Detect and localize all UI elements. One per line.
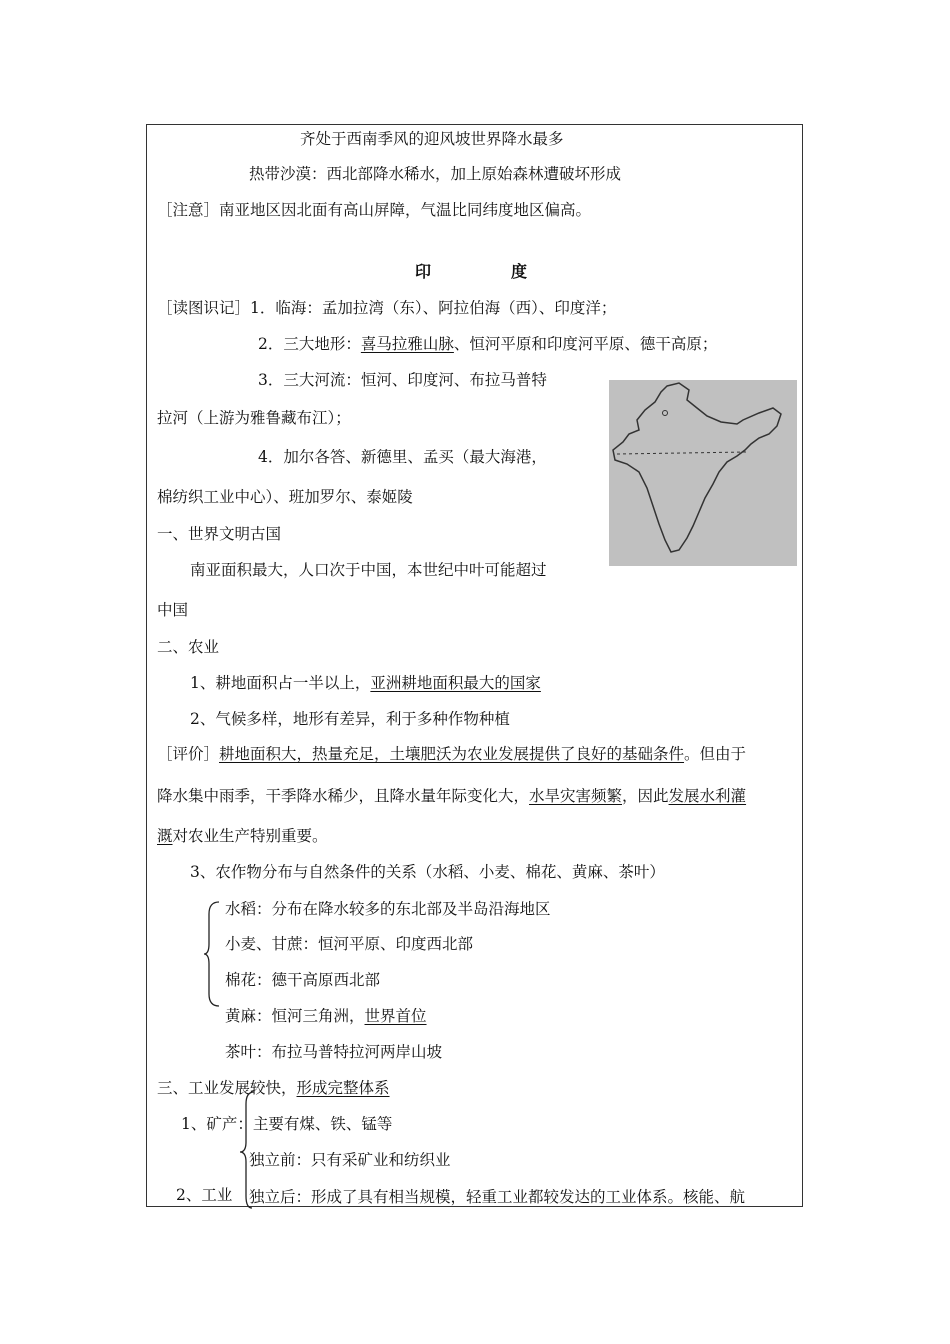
eval-underlined-1: 耕地面积大，热量充足，土壤肥沃为农业发展提供了良好的基础条件	[219, 745, 685, 763]
industry-after-independence: 独立后：形成了具有相当规模，轻重工业都较发达的工业体系。核能、航	[249, 1188, 746, 1206]
intro-line-1: 齐处于西南季风的迎风坡世界降水最多	[300, 130, 564, 148]
evaluation-line-1: ［评价］耕地面积大，热量充足，土壤肥沃为农业发展提供了良好的基础条件。但由于	[157, 745, 747, 763]
eval-underlined-3b: 溉	[157, 827, 173, 845]
industry-label: 2、工业	[176, 1186, 233, 1204]
evaluation-line-3: 溉对农业生产特别重要。	[157, 827, 328, 845]
map-reading-item-4b: 棉纺织工业中心）、班加罗尔、泰姬陵	[157, 488, 413, 506]
crops-brace	[203, 900, 221, 1008]
crop-jute: 黄麻：恒河三角洲，世界首位	[225, 1007, 427, 1025]
eval-underlined-2: 水旱灾害频繁	[529, 787, 623, 805]
crop-wheat: 小麦、甘蔗：恒河平原、印度西北部	[225, 935, 474, 953]
map-reading-item-4a: 4．加尔各答、新德里、孟买（最大海港，	[258, 448, 547, 466]
intro-note: ［注意］南亚地区因北面有高山屏障，气温比同纬度地区偏高。	[157, 201, 592, 219]
civilization-text-b: 中国	[157, 601, 189, 619]
civilization-heading: 一、世界文明古国	[157, 525, 282, 543]
india-map-icon	[609, 380, 797, 566]
eval-underlined-3a: 发展水利灌	[668, 787, 747, 805]
india-outline-map	[609, 380, 797, 566]
section-title: 印 度	[415, 262, 528, 281]
complete-system-underlined: 形成完整体系	[296, 1079, 390, 1097]
industry-heading: 三、工业发展较快，形成完整体系	[157, 1079, 390, 1097]
map-reading-item-3a: 3．三大河流：恒河、印度河、布拉马普特	[258, 371, 547, 389]
civilization-text-a: 南亚面积最大，人口次于中国，本世纪中叶可能超过	[190, 561, 547, 579]
agriculture-point-2: 2、气候多样，地形有差异，利于多种作物种植	[190, 710, 510, 728]
crop-rice: 水稻：分布在降水较多的东北部及半岛沿海地区	[225, 900, 551, 918]
largest-farmland-underlined: 亚洲耕地面积最大的国家	[370, 674, 541, 692]
agriculture-heading: 二、农业	[157, 638, 220, 656]
jute-underlined: 世界首位	[364, 1007, 427, 1025]
agriculture-point-3: 3、农作物分布与自然条件的关系（水稻、小麦、棉花、黄麻、茶叶）	[190, 863, 665, 881]
himalaya-underlined: 喜马拉雅山脉	[360, 335, 454, 353]
industry-before-independence: 独立前：只有采矿业和纺织业	[249, 1151, 451, 1169]
crop-tea: 茶叶：布拉马普特拉河两岸山坡	[225, 1043, 443, 1061]
evaluation-line-2: 降水集中雨季，干季降水稀少，且降水量年际变化大，水旱灾害频繁，因此发展水利灌	[157, 787, 747, 805]
intro-line-2: 热带沙漠：西北部降水稀水，加上原始森林遭破坏形成	[249, 165, 622, 183]
crop-cotton: 棉花：德干高原西北部	[225, 971, 381, 989]
map-reading-item-1: ［读图识记］1．临海：孟加拉湾（东）、阿拉伯海（西）、印度洋；	[157, 299, 617, 317]
agriculture-point-1: 1、耕地面积占一半以上，亚洲耕地面积最大的国家	[190, 674, 541, 692]
map-reading-item-2: 2．三大地形：喜马拉雅山脉、恒河平原和印度河平原、德干高原；	[258, 335, 718, 353]
map-reading-item-3b: 拉河（上游为雅鲁藏布江）；	[157, 409, 351, 427]
industry-minerals: 1、矿产：主要有煤、铁、锰等	[181, 1115, 393, 1133]
